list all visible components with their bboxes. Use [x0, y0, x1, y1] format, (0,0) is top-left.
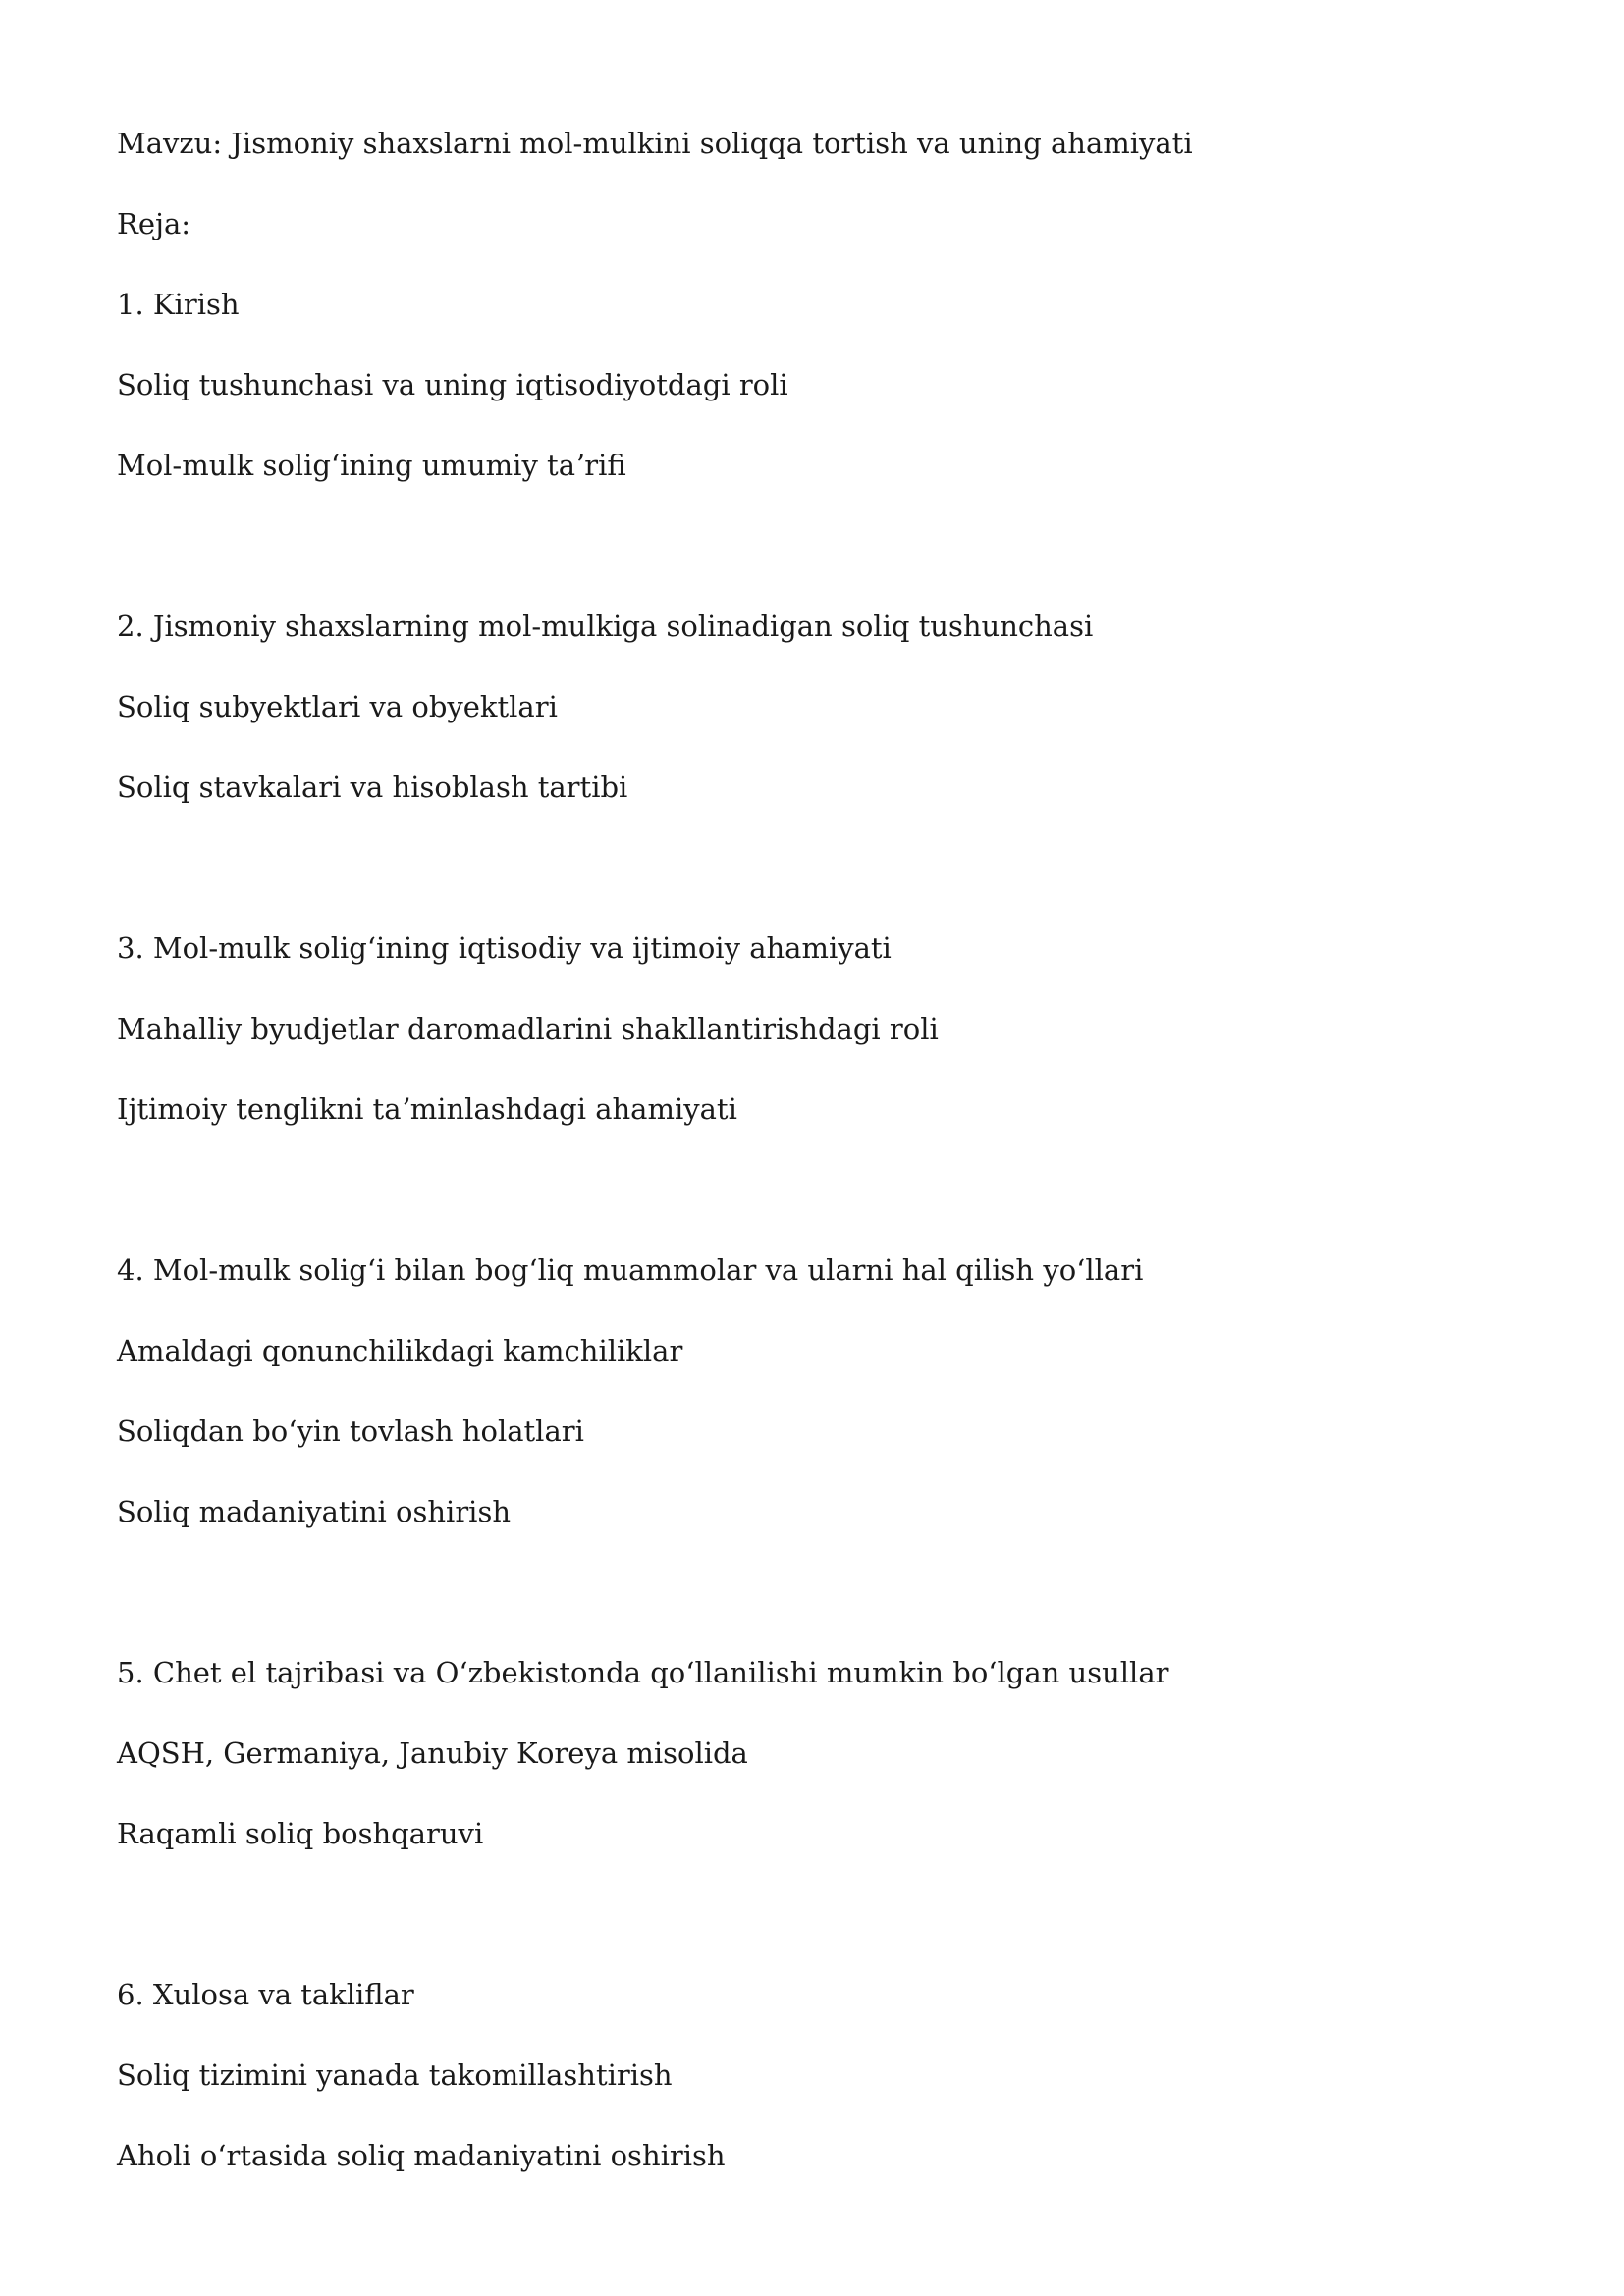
section-4-item-3: Soliq madaniyatini oshirish [117, 1495, 512, 1528]
section-1-item-1: Soliq tushunchasi va uning iqtisodiyotdagi roli [117, 368, 788, 401]
section-4-item-1: Amaldagi qonunchilikdagi kamchiliklar [117, 1334, 683, 1367]
section-6-item-1: Soliq tizimini yanada takomillashtirish [117, 2058, 673, 2092]
document-topic: Mavzu: Jismoniy shaxslarni mol-mulkini soliqqa tortish va uning ahamiyati [117, 127, 1193, 160]
section-heading-2: 2. Jismoniy shaxslarning mol-mulkiga solinadigan soliq tushunchasi [117, 610, 1094, 643]
section-6-item-2: Aholi oʻrtasida soliq madaniyatini oshirish [117, 2139, 726, 2172]
section-5-item-2: Raqamli soliq boshqaruvi [117, 1817, 484, 1850]
section-4-item-2: Soliqdan boʻyin tovlash holatlari [117, 1415, 584, 1448]
plan-label: Reja: [117, 207, 191, 240]
section-heading-6: 6. Xulosa va takliflar [117, 1978, 414, 2011]
section-2-item-1: Soliq subyektlari va obyektlari [117, 690, 558, 723]
section-heading-1: 1. Kirish [117, 288, 240, 321]
section-3-item-1: Mahalliy byudjetlar daromadlarini shakllantirishdagi roli [117, 1012, 939, 1045]
section-2-item-2: Soliq stavkalari va hisoblash tartibi [117, 771, 628, 804]
section-3-item-2: Ijtimoiy tenglikni taʼminlashdagi ahamiyati [117, 1093, 737, 1126]
section-1-item-2: Mol-mulk soligʻining umumiy taʼrifi [117, 449, 626, 482]
section-5-item-1: AQSH, Germaniya, Janubiy Koreya misolida [117, 1736, 748, 1770]
section-heading-5: 5. Chet el tajribasi va Oʻzbekistonda qoʻllanilishi mumkin boʻlgan usullar [117, 1656, 1169, 1689]
section-heading-4: 4. Mol-mulk soligʻi bilan bogʻliq muammolar va ularni hal qilish yoʻllari [117, 1254, 1144, 1287]
section-heading-3: 3. Mol-mulk soligʻining iqtisodiy va ijtimoiy ahamiyati [117, 932, 892, 965]
